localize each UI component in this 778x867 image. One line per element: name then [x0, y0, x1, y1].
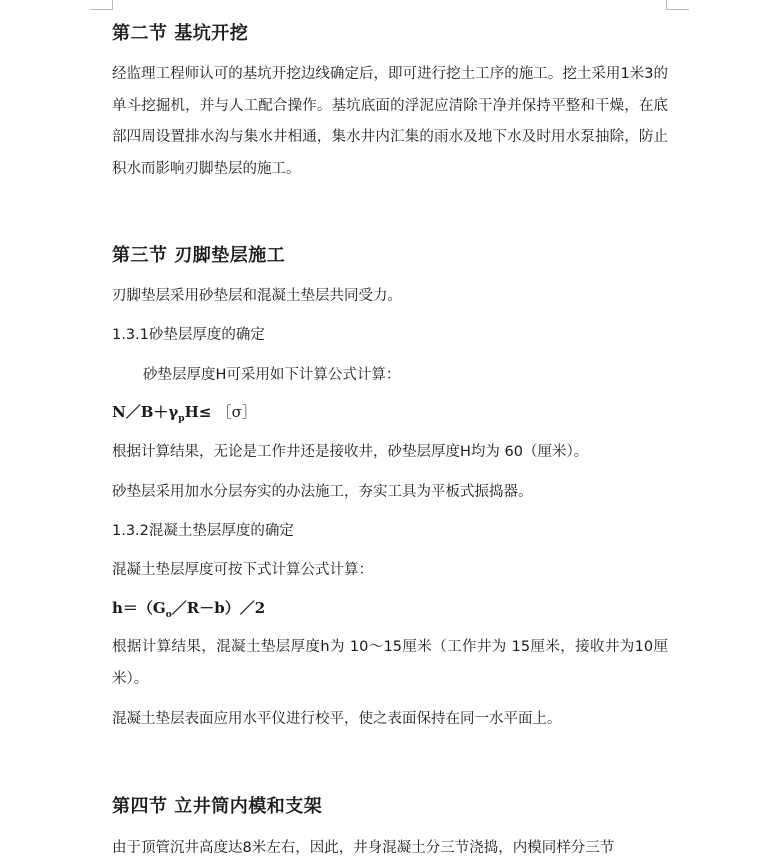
subsection-1-3-2-heading: 1.3.2混凝土垫层厚度的确定 [112, 523, 294, 539]
concrete-cushion-result: 根据计算结果，混凝土垫层厚度h为 10～15厘米（工作井为 15厘米，接收井为10厘米）。 [112, 639, 668, 687]
formula-1-tail: H≤ [184, 403, 212, 421]
section-4-heading: 第四节 立井筒内模和支架 [112, 796, 323, 817]
sand-cushion-result: 根据计算结果，无论是工作井还是接收井，砂垫层厚度H均为 60（厘米）。 [112, 444, 589, 460]
section-2-paragraph: 经监理工程师认可的基坑开挖边线确定后，即可进行挖土工序的施工。挖土采用1米3的单斗挖掘机，并与人工配合操作。基坑底面的浮泥应清除干净并保持平整和干燥，在底部四周设置排水沟与集水井相通，集水井内汇集的雨水及地下水及时用水泵抽除，防止积水而影响刃脚垫层的施工。 [112, 66, 668, 177]
concrete-cushion-leveling: 混凝土垫层表面应用水平仪进行校平，使之表面保持在同一水平面上。 [112, 711, 562, 727]
formula-2-intro: 混凝土垫层厚度可按下式计算公式计算： [112, 562, 373, 578]
section-3-heading: 第三节 刃脚垫层施工 [112, 245, 286, 266]
formula-1-bracket: ［σ］ [216, 403, 257, 421]
section-3-intro: 刃脚垫层采用砂垫层和混凝土垫层共同受力。 [112, 288, 402, 304]
formula-1-main: N／B＋γ [112, 403, 179, 421]
formula-1-subscript: p [178, 414, 185, 424]
formula-2-tail: ／R－b）／2 [171, 599, 266, 617]
page-corner-mark [666, 0, 689, 10]
sand-cushion-method: 砂垫层采用加水分层夯实的办法施工，夯实工具为平板式振捣器。 [112, 484, 533, 500]
page-corner-mark [90, 0, 113, 10]
subsection-1-3-1-heading: 1.3.1砂垫层厚度的确定 [112, 327, 265, 343]
formula-1-intro: 砂垫层厚度H可采用如下计算公式计算： [143, 367, 401, 383]
formula-2-main: h＝（G [112, 599, 166, 617]
formula-2 [112, 598, 265, 625]
section-2-heading: 第二节 基坑开挖 [112, 23, 249, 44]
formula-2-subscript: o [165, 610, 172, 620]
formula-1 [112, 402, 257, 429]
section-4-paragraph: 由于顶管沉井高度达8米左右，因此，井身混凝土分三节浇捣，内模同样分三节 [112, 840, 615, 856]
